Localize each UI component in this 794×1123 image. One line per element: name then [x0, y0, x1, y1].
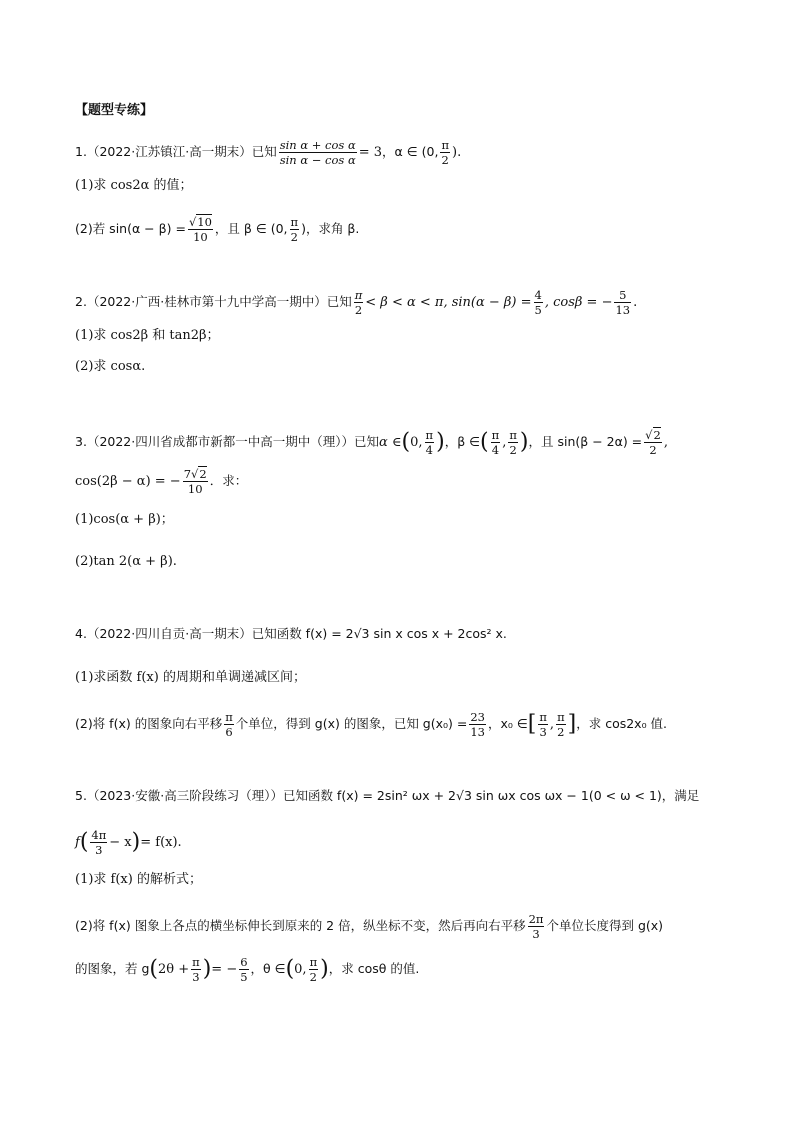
problem-1-statement: 1.（2022·江苏镇江·高一期末）已知 $\frac{\text{sin α + cos α}}{\text{sin α − cos α}}$ = 3，α ∈ (0, $\frac{\pi}{2}$ ). [75, 138, 462, 167]
problem-2-sub1: (1)求 cos2β 和 tan2β； [75, 328, 220, 343]
problem-1-main-fraction: $\frac{\text{sin α + cos α}}{\text{sin α − cos α}}$ [279, 138, 356, 167]
problem-3-sub1: (1)cos(α + β)； [75, 512, 174, 527]
problem-2-statement: 2.（2022·广西·桂林市第十九中学高一期中）已知 $\frac{\pi}{2}$ < β < α < π, sin(α − β) = $\frac{4}{5}$ , cosβ = − $\frac{5}{13}$ . [75, 288, 638, 317]
problem-4-statement: 4.（2022·四川自贡·高一期末）已知函数 f(x) = 2√3 sin x cos x + 2cos² x. [75, 626, 507, 641]
section-heading: 【题型专练】 [75, 103, 154, 118]
problem-5-condition: f( $\frac{4\pi}{3}$ − x)= f(x). [75, 828, 182, 857]
problem-4-sub1: (1)求函数 f(x) 的周期和单调递减区间； [75, 670, 306, 685]
problem-1-number: 1 [75, 144, 83, 159]
problem-5-sub2-continued: 的图象，若 g(2θ + $\frac{\pi}{3}$ )= − $\frac{6}{5}$ ，θ ∈(0, $\frac{\pi}{2}$ )，求 cosθ 的值. [75, 955, 420, 984]
problem-3-sub2: (2)tan 2(α + β). [75, 554, 177, 569]
problem-5-source: （2023·安徽·高三阶段练习（理））已知函数 f(x) = 2sin² ωx + 2√3 sin ωx cos ωx − 1(0 < ω < 1)，满足 [86, 788, 700, 803]
problem-5-sub1: (1)求 f(x) 的解析式； [75, 872, 202, 887]
problem-4-source: （2022·四川自贡·高一期末）已知函数 f(x) = 2√3 sin x cos x + 2cos² x. [86, 626, 507, 641]
problem-2-sub2: (2)求 cosα. [75, 359, 146, 374]
problem-1-source: （2022·江苏镇江·高一期末）已知 [86, 144, 277, 159]
problem-3-statement: 3.（2022·四川省成都市新都一中高一期中（理））已知α ∈(0, $\frac{\pi}{4}$ )，β ∈( $\frac{\pi}{4}$ , $\frac{\pi}{2}$ )，且 sin(β − 2α) = $\frac{√2}{2}$ , [75, 428, 668, 457]
problem-2-source: （2022·广西·桂林市第十九中学高一期中）已知 [86, 294, 352, 309]
problem-4-sub2: (2)将 f(x) 的图象向右平移 $\frac{\pi}{6}$ 个单位，得到 g(x) 的图象，已知 g(x₀) = $\frac{23}{13}$ ，x₀ ∈[ $\frac{\pi}{3}$ , $\frac{\pi}{2}$ ]，求 cos2x₀ 值. [75, 710, 668, 739]
problem-5-sub2: (2)将 f(x) 图象上各点的横坐标伸长到原来的 2 倍，纵坐标不变，然后再向右平移 $\frac{2\pi}{3}$ 个单位长度得到 g(x) [75, 912, 664, 941]
problem-1-sub1: (1)求 cos2α 的值； [75, 178, 193, 193]
problem-3-source: （2022·四川省成都市新都一中高一期中（理））已知 [86, 434, 379, 449]
problem-3-cos-condition: cos(2β − α) = − $\frac{7√2}{10}$ ．求： [75, 467, 248, 496]
problem-1-sub2: (2)若 sin(α − β) = $\frac{√10}{10}$ ，且 β ∈ (0, $\frac{\pi}{2}$ )，求角 β. [75, 215, 360, 244]
problem-5-statement: 5.（2023·安徽·高三阶段练习（理））已知函数 f(x) = 2sin² ωx + 2√3 sin ωx cos ωx − 1(0 < ω < 1)，满足 [75, 788, 700, 803]
